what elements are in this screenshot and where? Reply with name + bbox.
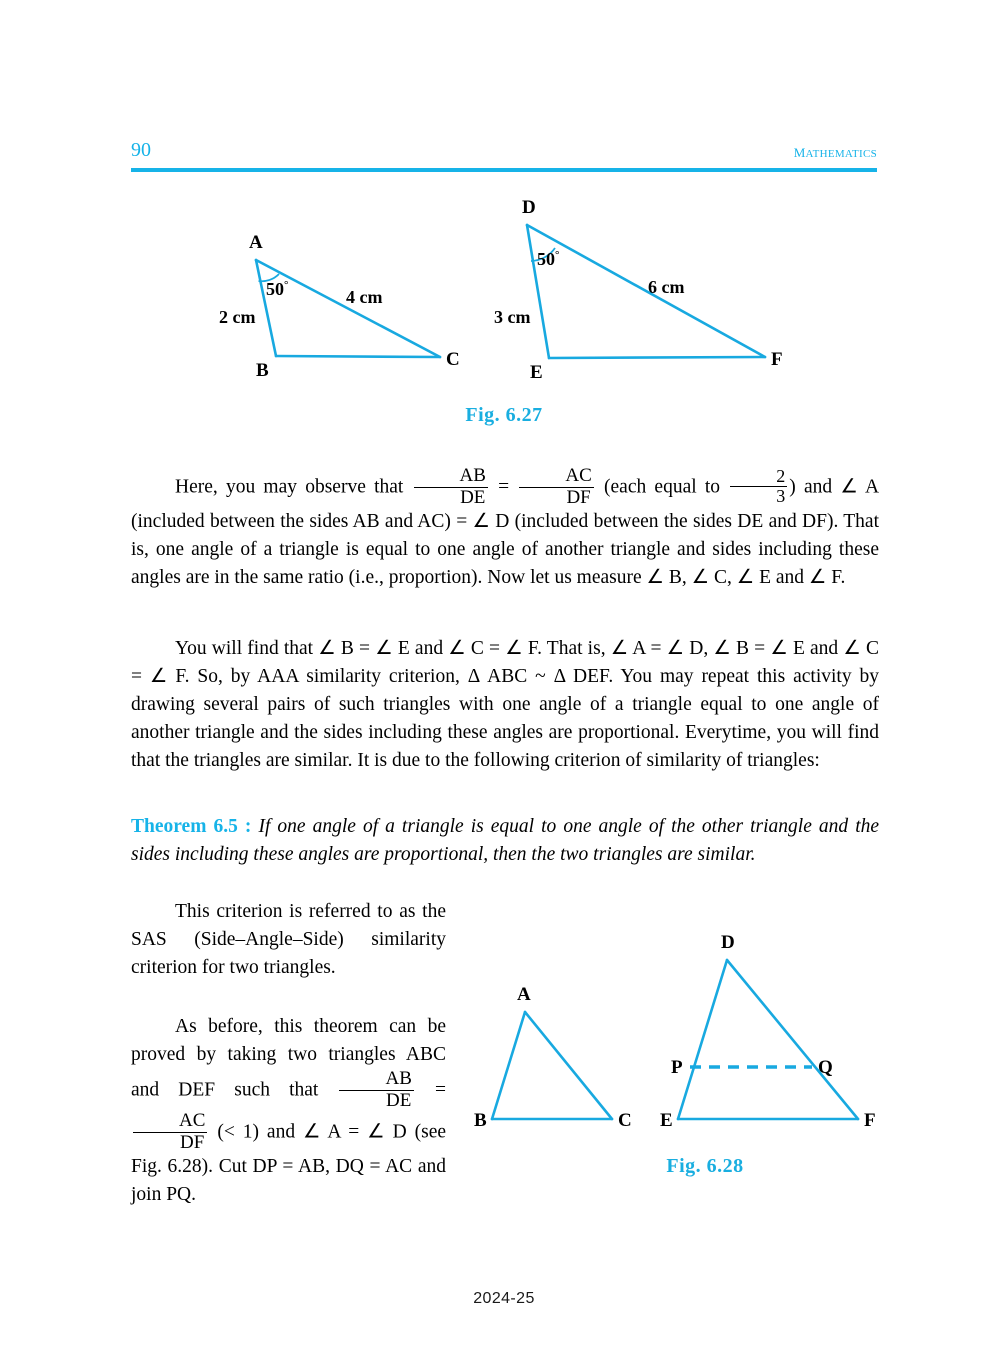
figure-6-28-caption: Fig. 6.28 <box>666 1155 744 1177</box>
vertex-label-c-2: C <box>618 1110 632 1131</box>
paragraph-aaa-criterion: You will find that ∠ B = ∠ E and ∠ C = ∠ F. That is, ∠ A = ∠ D, ∠ B = ∠ E and ∠ C = ∠ F. So, by AAA similarity criterion, Δ ABC ~ Δ DEF. You may repeat this activity by drawing several pairs of such triangles with one angle of a triangle equal to one angle of another triangle and the sides including these angles are proportional. Everytime, you will find that the triangles are similar. It is due to the following criterion of similarity of triangles: <box>131 638 879 771</box>
side-label-ac: 4 cm <box>346 287 383 307</box>
segment-ab <box>256 260 276 356</box>
vertex-label-c: C <box>446 349 460 370</box>
fraction-ac-df-2: $\frac{AC}{DF}$ <box>133 1111 207 1153</box>
side-label-de: 3 cm <box>494 307 531 327</box>
figure-6-27-drawing <box>131 185 877 395</box>
vertex-label-f-2: F <box>864 1110 876 1131</box>
angle-label-d: 50° <box>537 249 560 269</box>
vertex-label-a: A <box>249 232 263 253</box>
fraction-ac-df: $\frac{AC}{DF}$ <box>519 466 593 508</box>
header-divider-rule <box>131 168 877 172</box>
vertex-label-b-2: B <box>474 1110 487 1131</box>
paragraph-observation-tail: ) and ∠ A (included between the sides AB and AC) = ∠ D (included between the sides DE and DF). That is, one angle of a triangle is equal to one angle of another triangle and sides including these angles are in the same ratio (i.e., proportion). Now let us measure ∠ B, ∠ C, ∠ E and ∠ F. <box>131 476 880 589</box>
side-label-df: 6 cm <box>648 277 685 297</box>
segment-ac <box>256 260 440 357</box>
vertex-label-d-2: D <box>721 932 735 953</box>
figure-6-28-drawing <box>460 915 900 1145</box>
segment-bc <box>276 356 440 357</box>
equals-sign-2: = <box>435 1079 446 1101</box>
vertex-label-e: E <box>530 362 543 383</box>
page-number: 90 <box>131 139 151 161</box>
vertex-label-e-2: E <box>660 1110 673 1131</box>
vertex-label-p: P <box>671 1057 683 1078</box>
vertex-label-q: Q <box>818 1057 833 1078</box>
theorem-6-5-label: Theorem 6.5 : <box>131 816 252 837</box>
fraction-ab-de: $\frac{AB}{DE}$ <box>414 466 488 508</box>
figure-6-27-caption: Fig. 6.27 <box>465 404 543 426</box>
vertex-label-b: B <box>256 360 269 381</box>
paragraph-observation-lead: Here, you may observe that <box>175 476 404 498</box>
segment-df-2 <box>727 960 858 1119</box>
fraction-ab-de-2: $\frac{AB}{DE}$ <box>339 1069 413 1111</box>
segment-ac-2 <box>525 1012 612 1119</box>
paragraph-proof-setup <box>131 1013 446 1209</box>
paragraph-proof-setup-tail: (see Fig. 6.28). Cut DP = AB, DQ = AC and join PQ. <box>131 1121 447 1206</box>
segment-de <box>527 225 549 358</box>
page-header <box>131 139 877 169</box>
theorem-6-5-statement: If one angle of a triangle is equal to one angle of the other triangle and the sides including these angles are proportional, then the two triangles are similar. <box>131 816 880 865</box>
segment-de-2 <box>678 960 727 1119</box>
equals-sign-1: = <box>498 476 510 498</box>
paragraph-observation-mid: (each equal to <box>604 476 721 498</box>
angle-label-a: 50° <box>266 279 289 299</box>
segment-ef <box>549 357 765 358</box>
side-label-ab: 2 cm <box>219 307 256 327</box>
fraction-two-thirds: $\frac{2}{3}$ <box>730 467 787 507</box>
paragraph-observation <box>131 466 879 592</box>
paragraph-proof-setup-lead: As before, this theorem can be proved by taking two triangles ABC and DEF such that <box>131 1016 446 1101</box>
paragraph-sas-criterion: This criterion is referred to as the SAS (Side–Angle–Side) similarity criterion for two triangles. <box>131 901 446 978</box>
segment-df <box>527 225 765 357</box>
vertex-label-a-2: A <box>517 984 531 1005</box>
vertex-label-f: F <box>771 349 783 370</box>
vertex-label-d: D <box>522 197 536 218</box>
paragraph-proof-setup-mid: (< 1) and ∠ A = ∠ D <box>217 1121 407 1143</box>
header-subject-title: mathematics <box>793 141 877 162</box>
theorem-6-5 <box>131 813 879 869</box>
figure-6-28 <box>460 915 900 1145</box>
figure-6-27 <box>131 185 877 395</box>
segment-ab-2 <box>492 1012 525 1119</box>
page-footer-year: 2024-25 <box>473 1290 535 1307</box>
